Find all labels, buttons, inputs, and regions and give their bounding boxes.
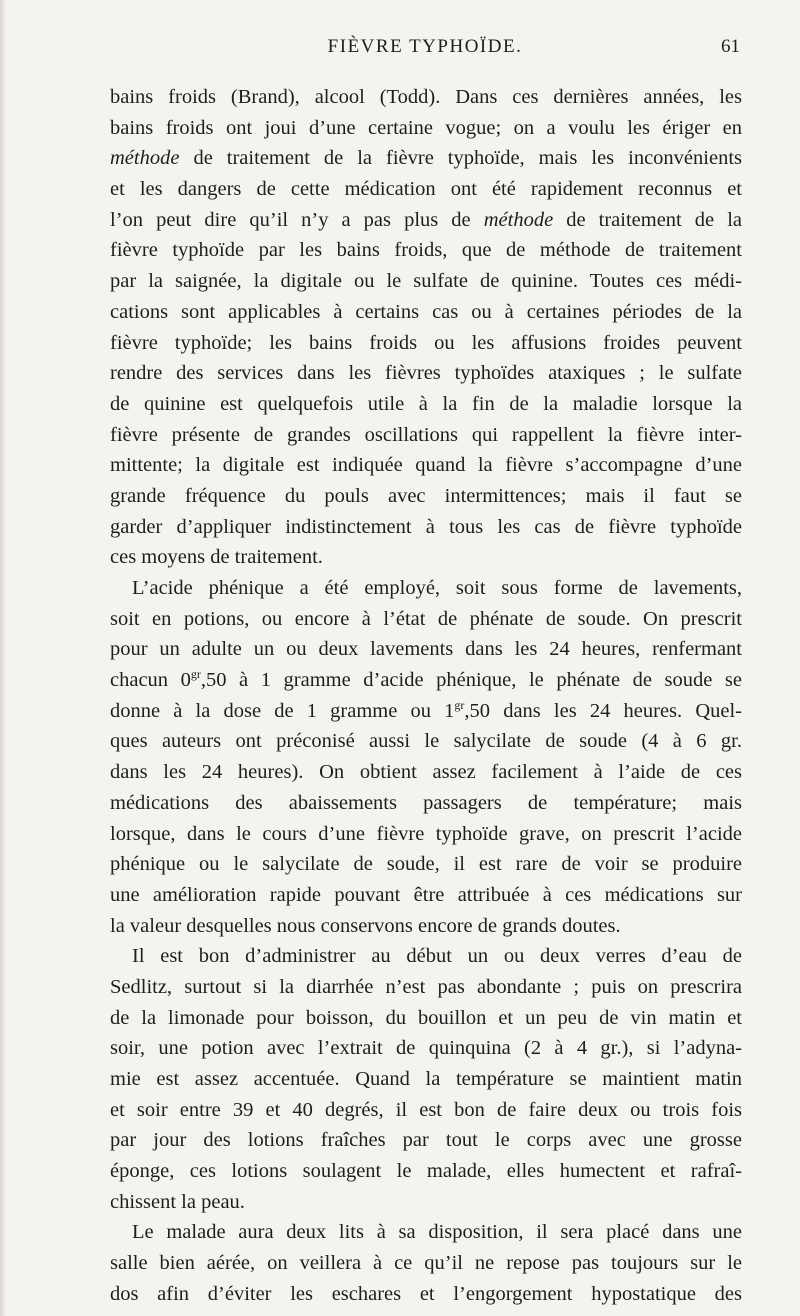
italic-term: méthode — [110, 147, 180, 170]
text-segment: de traitement de la fièvre typhoïde, mais les inconvénients — [179, 147, 742, 170]
text-line — [110, 143, 742, 174]
text-line: L’acide phénique a été employé, soit sous forme de lavements, — [132, 577, 742, 599]
text-line: phénique ou le salycilate de soude, il est rare de voir se produire — [110, 853, 742, 876]
text-line — [110, 696, 742, 727]
text-line: une amélioration rapide pouvant être attribuée à ces médications sur — [110, 883, 742, 906]
text-line: lorsque, dans le cours d’une fièvre typhoïde grave, on prescrit l’acide — [110, 822, 742, 845]
unit-superscript: gr — [190, 667, 201, 682]
text-line: mie est assez accentuée. Quand la température se maintient matin — [110, 1068, 742, 1090]
text-line: de quinine est quelquefois utile à la fin de la maladie lorsque la — [110, 392, 742, 415]
text-line: fièvre typhoïde par les bains froids, que de méthode de traitement — [110, 239, 742, 262]
text-line: fièvre typhoïde; les bains froids ou les affusions froides peuvent — [110, 331, 742, 354]
text-line: par jour des lotions fraîches par tout le corps avec une grosse — [110, 1129, 742, 1152]
text-line: chissent la peau. — [110, 1190, 245, 1213]
text-line: mittente; la digitale est indiquée quand la fièvre s’accompagne d’une — [110, 454, 742, 477]
text-line: et soir entre 39 et 40 degrés, il est bon de faire deux ou trois fois — [110, 1098, 742, 1121]
text-segment: donne à la dose de 1 gramme ou 1 — [110, 699, 455, 722]
text-line: bains froids (Brand), alcool (Todd). Dans ces dernières années, les — [110, 86, 742, 108]
running-head — [110, 36, 740, 64]
text-line: soit en potions, ou encore à l’état de phénate de soude. On prescrit — [110, 607, 742, 630]
text-line: cations sont applicables à certains cas ou à certaines périodes de la — [110, 300, 742, 323]
text-line: fièvre présente de grandes oscillations qui rappellent la fièvre inter- — [110, 423, 742, 446]
text-line: dos afin d’éviter les eschares et l’engorgement hypostatique des — [110, 1282, 742, 1305]
text-segment: ,50 à 1 gramme d’acide phénique, le phénate de soude se — [200, 669, 742, 692]
text-line: rendre des services dans les fièvres typhoïdes ataxiques ; le sulfate — [110, 362, 742, 385]
text-line: de la limonade pour boisson, du bouillon et un peu de vin matin et — [110, 1006, 742, 1029]
text-line — [110, 665, 742, 696]
text-line: grande fréquence du pouls avec intermittences; mais il faut se — [110, 484, 742, 507]
page-number: 61 — [721, 36, 740, 57]
text-line: par la saignée, la digitale ou le sulfate de quinine. Toutes ces médi- — [110, 270, 742, 293]
text-line: pour un adulte un ou deux lavements dans les 24 heures, renfermant — [110, 638, 742, 661]
paragraph — [110, 941, 742, 1217]
text-line: salle bien aérée, on veillera à ce qu’il ne repose pas toujours sur le — [110, 1252, 742, 1275]
text-segment: chacun 0 — [110, 669, 191, 692]
text-line: bains froids ont joui d’une certaine vogue; on a voulu les ériger en — [110, 116, 742, 139]
text-line: ces moyens de traitement. — [110, 546, 323, 569]
text-line: médications des abaissements passagers de température; mais — [110, 791, 742, 814]
text-segment: de traitement de la — [553, 208, 743, 231]
paragraph — [110, 573, 742, 941]
page-binding-edge — [0, 0, 6, 1316]
text-line: garder d’appliquer indistinctement à tous les cas de fièvre typhoïde — [110, 515, 742, 538]
text-line — [110, 205, 742, 236]
paragraph — [110, 1217, 742, 1309]
text-line: et les dangers de cette médication ont été rapidement reconnus et — [110, 178, 742, 201]
text-segment: ,50 dans les 24 heures. Quel- — [464, 699, 743, 722]
text-line: dans les 24 heures). On obtient assez facilement à l’aide de ces — [110, 761, 742, 784]
italic-term: méthode — [483, 208, 554, 231]
unit-superscript: gr — [454, 697, 465, 712]
text-line: soir, une potion avec l’extrait de quinquina (2 à 4 gr.), si l’adyna- — [110, 1037, 742, 1060]
text-line: Sedlitz, surtout si la diarrhée n’est pas abondante ; puis on prescrira — [110, 975, 742, 998]
body-text — [110, 82, 742, 1310]
text-segment: l’on peut dire qu’il n’y a pas plus de — [110, 208, 484, 231]
text-line: la valeur desquelles nous conservons encore de grands doutes. — [110, 914, 621, 937]
text-line: ques auteurs ont préconisé aussi le salycilate de soude (4 à 6 gr. — [110, 730, 742, 753]
text-line: Le malade aura deux lits à sa disposition, il sera placé dans une — [132, 1221, 742, 1244]
text-line: Il est bon d’administrer au début un ou deux verres d’eau de — [132, 945, 742, 968]
text-line: éponge, ces lotions soulagent le malade, elles humectent et rafraî- — [110, 1160, 742, 1183]
paragraph — [110, 82, 742, 573]
running-title: FIÈVRE TYPHOÏDE. — [327, 36, 523, 57]
